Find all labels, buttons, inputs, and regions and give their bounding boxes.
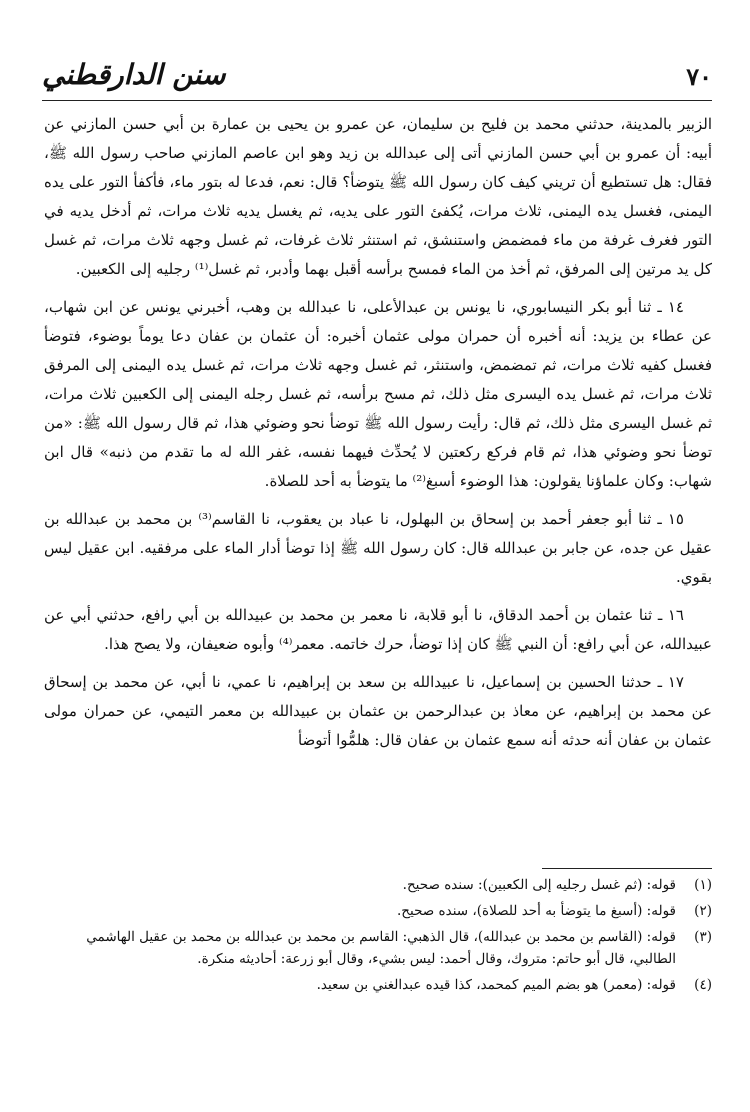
footnote-divider xyxy=(542,868,712,869)
footnote-number: (٢) xyxy=(694,903,712,919)
footnote-2 xyxy=(44,900,712,922)
footnote-text: قوله: (أسبغ ما يتوضأ به أحد للصلاة)، سنده صحيح. xyxy=(397,903,676,919)
footnote-number: (٣) xyxy=(694,929,712,945)
footnotes xyxy=(44,874,712,1000)
page-header xyxy=(42,58,712,98)
footnote-number: (٤) xyxy=(694,977,712,993)
footnote-number: (١) xyxy=(694,877,712,893)
footnote-text: قوله: (ثم غسل رجليه إلى الكعبين): سنده صحيح. xyxy=(402,877,676,893)
hadith-15: ١٥ ـ ثنا أبو جعفر أحمد بن إسحاق بن البهلول، نا عباد بن يعقوب، نا القاسم⁽³⁾ بن محمد بن عبدالله بن عقيل عن جده، عن جابر بن عبدالله قال: كان رسول الله ﷺ إذا توضأ أدار الماء على مرفقيه. ابن عقيل ليس بقوي. xyxy=(44,510,712,586)
hadith-14: ١٤ ـ ثنا أبو بكر النيسابوري، نا يونس بن عبدالأعلى، نا عبدالله بن وهب، أخبرني يونس عن ابن شهاب، عن عطاء بن يزيد: أنه أخبره أن حمران مولى عثمان أخبره: أن عثمان بن عفان دعا يوماً بوضوء، فتوضأ فغسل كفيه ثلاث مرات، ثم تمضمض، واستنثر، ثم غسل وجهه ثلاث مرات، ثم غسل يده اليمنى إلى المرفق ثلاث مرات، ثم غسل يده اليسرى مثل ذلك، ثم مسح برأسه، ثم غسل رجله اليمنى إلى الكعبين ثلاث مرات، ثم غسل اليسرى مثل ذلك، ثم قال: رأيت رسول الله ﷺ توضأ نحو وضوئي هذا، ثم قال رسول الله ﷺ: «من توضأ نحو وضوئي هذا، ثم قام فركع ركعتين لا يُحدِّث فيهما نفسه، غفر الله له ما تقدم من ذنبه» قال ابن شهاب: وكان علماؤنا يقولون: هذا الوضوء أسبغ⁽²⁾ ما يتوضأ به أحد للصلاة. xyxy=(44,298,712,490)
hadith-17: ١٧ ـ حدثنا الحسين بن إسماعيل، نا عبيدالله بن سعد بن إبراهيم، نا عمي، نا أبي، عن محمد بن إسحاق عن محمد بن إبراهيم، عن معاذ بن عبدالرحمن بن عثمان بن عبيدالله بن معمر التيمي، عن حمران مولى عثمان بن عفان أنه حدثه أنه سمع عثمان بن عفان قال: هلمُّوا أتوضأ xyxy=(44,673,712,749)
footnote-text: قوله: (القاسم بن محمد بن عبدالله)، قال الذهبي: القاسم بن محمد بن عبدالله بن محمد بن عقيل الهاشمي الطالبي، قال أبو حاتم: متروك، وقال أحمد: ليس بشيء، وقال أبو زرعة: أحاديثه منكرة. xyxy=(86,929,676,967)
footnote-3 xyxy=(44,926,712,970)
main-text xyxy=(44,110,712,764)
header-divider xyxy=(42,100,712,101)
page-number: ٧٠ xyxy=(686,62,712,91)
footnote-text: قوله: (معمر) هو بضم الميم كمحمد، كذا قيده عبدالغني بن سعيد. xyxy=(316,977,676,993)
footnote-1 xyxy=(44,874,712,896)
hadith-16: ١٦ ـ ثنا عثمان بن أحمد الدقاق، نا أبو قلابة، نا معمر بن محمد بن عبيدالله بن أبي رافع، حدثني أبي عن عبيدالله، عن أبي رافع: أن النبي ﷺ كان إذا توضأ، حرك خاتمه. معمر⁽⁴⁾ وأبوه ضعيفان، ولا يصح هذا. xyxy=(44,606,712,653)
paragraph-continuation: الزبير بالمدينة، حدثني محمد بن فليح بن سليمان، عن عمرو بن يحيى بن عمارة بن أبي حسن المازني عن أبيه: أن عمرو بن أبي حسن المازني أتى إلى عبدالله بن زيد وهو ابن عاصم المازني صاحب رسول الله ﷺ، فقال: هل تستطيع أن تريني كيف كان رسول الله ﷺ يتوضأ؟ قال: نعم، فدعا له بتور ماء، فأكفأ التور على يده اليمنى، فغسل يده اليمنى، ثلاث مرات، يُكفئ التور على يديه، ثم يغسل يديه ثلاث مرات، ثم أدخل يديه في التور فغرف غرفة من ماء فمضمض واستنشق، ثم استنثر ثلاث غرفات، ثم غسل وجهه ثلاث مرات، ثم غسل كل يد مرتين إلى المرفق، ثم أخذ من الماء فمسح برأسه أقبل بهما وأدبر، ثم غسل⁽¹⁾ رجليه إلى الكعبين. xyxy=(44,115,712,278)
running-title: سنن الدارقطني xyxy=(42,58,226,91)
footnote-4 xyxy=(44,974,712,996)
